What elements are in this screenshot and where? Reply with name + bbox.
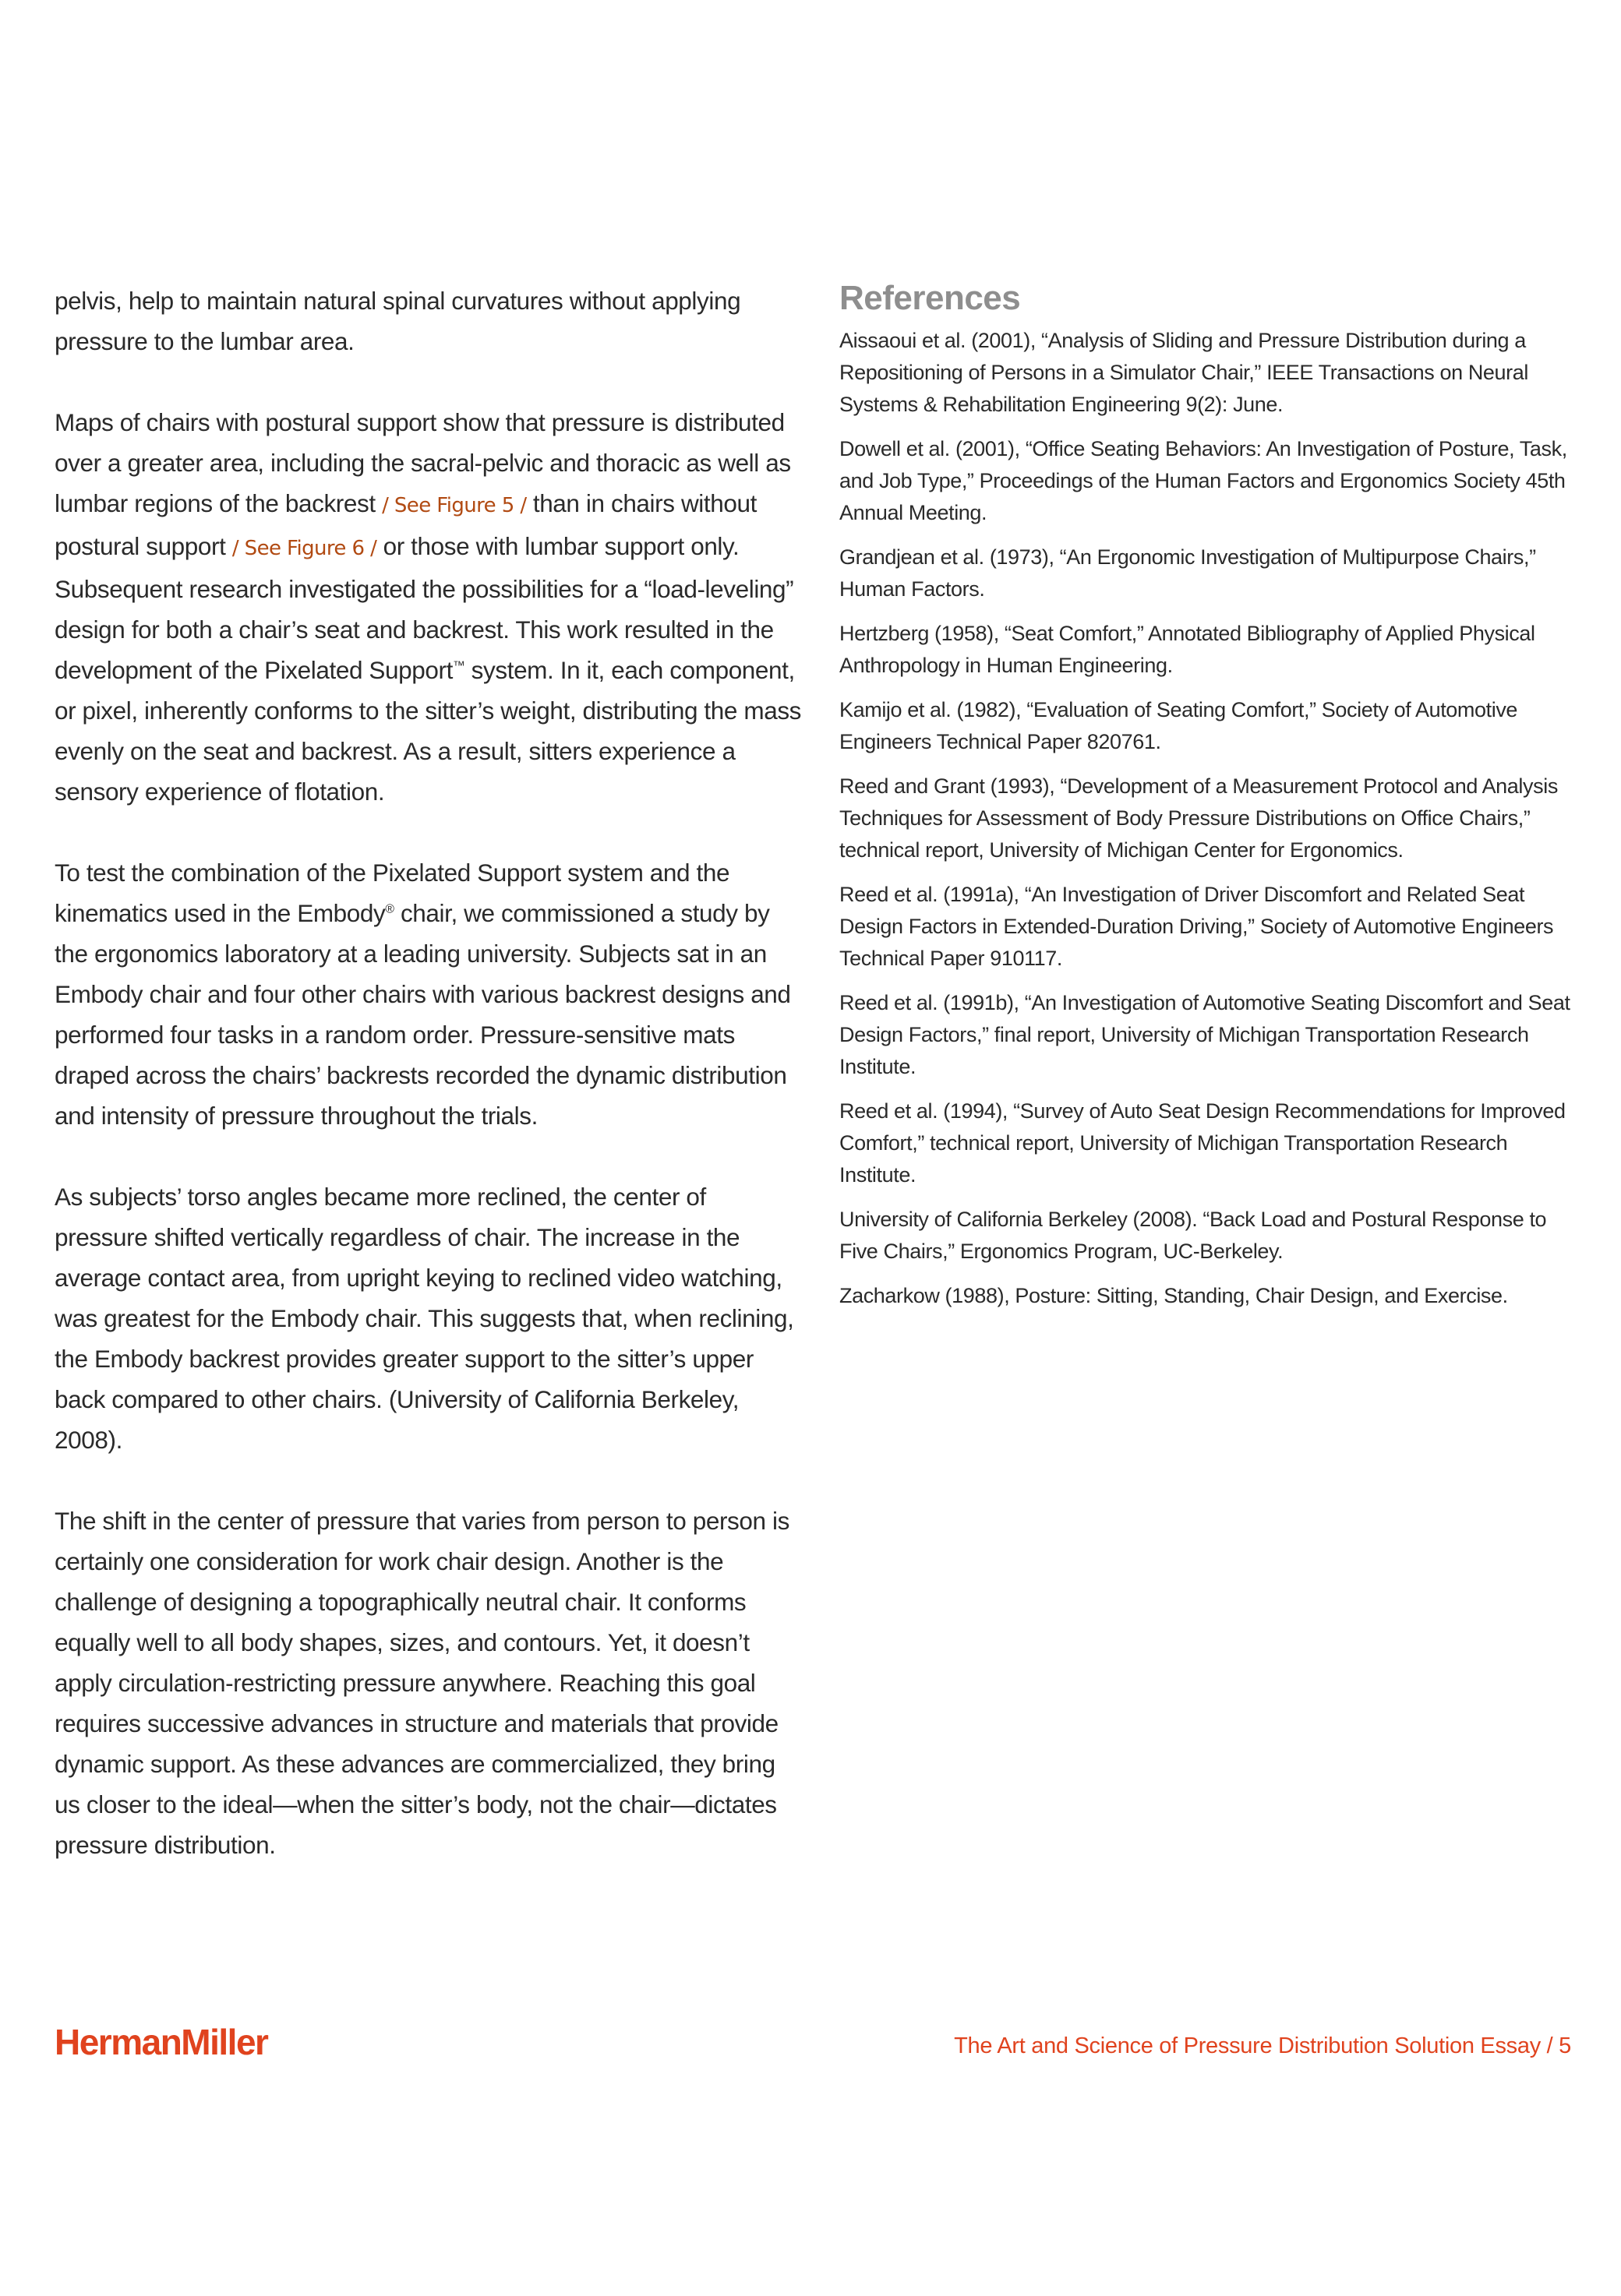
reference-item: Reed et al. (1991a), “An Investigation of Driver Discomfort and Related Seat Design Factors in Extended-Duration Driving,” Society of Automotive Engineers Technical Paper 910117. [839,883,1554,970]
registered-symbol: ® [385,902,394,916]
figure-5-reference[interactable]: / See Figure 5 / [382,494,527,517]
reference-item: Grandjean et al. (1973), “An Ergonomic Investigation of Multipurpose Chairs,” Human Factors. [839,545,1536,601]
reference-item: Reed and Grant (1993), “Development of a Measurement Protocol and Analysis Techniques for Assessment of Body Pressure Distributions on Office Chairs,” technical report, University of Michigan Center for Ergonomics. [839,774,1558,862]
paragraph-1: pelvis, help to maintain natural spinal curvatures without applying pressure to the lumbar area. [55,287,741,355]
body-column [55,280,803,1865]
paragraph-3-text-a: To test the combination of the Pixelated Support system and the kinematics used in the Embody [55,859,730,927]
reference-item: Dowell et al. (2001), “Office Seating Behaviors: An Investigation of Posture, Task, and Job Type,” Proceedings of the Human Factors and Ergonomics Society 45th Annual Meeting. [839,437,1567,524]
reference-item: Aissaoui et al. (2001), “Analysis of Sliding and Pressure Distribution during a Repositioning of Persons in a Simulator Chair,” IEEE Transactions on Neural Systems & Rehabilitation Engineering 9(2): June. [839,329,1528,416]
paragraph-3 [55,852,803,1136]
reference-item: Kamijo et al. (1982), “Evaluation of Seating Comfort,” Society of Automotive Engineers Technical Paper 820761. [839,698,1518,753]
paragraph-2-text-a: Maps of chairs with postural support show that pressure is distributed over a greater area, including the sacral-pelvic and thoracic as well as lumbar regions of the backrest [55,408,791,517]
reference-item: Hertzberg (1958), “Seat Comfort,” Annotated Bibliography of Applied Physical Anthropology in Human Engineering. [839,622,1535,677]
reference-item: University of California Berkeley (2008). “Back Load and Postural Response to Five Chairs,” Ergonomics Program, UC-Berkeley. [839,1208,1547,1263]
paragraph-4: As subjects’ torso angles became more reclined, the center of pressure shifted vertically regardless of chair. The increase in the average contact area, from upright keying to reclined video watching, was greatest for the Embody chair. This suggests that, when reclining, the Embody backrest provides greater support to the sitter’s upper back compared to other chairs. (University of California Berkeley, 2008). [55,1183,794,1454]
references-heading: References [839,279,1021,317]
references-column [839,277,1584,1324]
paragraph-3-text-b: chair, we commissioned a study by the ergonomics laboratory at a leading university. Subjects sat in an Embody chair and four other chairs with various backrest designs and performed four tasks in a random order. Pressure-sensitive mats draped across the chairs’ backrests recorded the dynamic distribution and intensity of pressure throughout the trials. [55,899,791,1130]
paragraph-5: The shift in the center of pressure that varies from person to person is certainly one consideration for work chair design. Another is the challenge of designing a topographically neutral chair. It conforms equally well to all body shapes, sizes, and contours. Yet, it doesn’t apply circulation-restricting pressure anywhere. Reaching this goal requires successive advances in structure and materials that provide dynamic support. As these advances are commercialized, they bring us closer to the ideal—when the sitter’s body, not the chair—dictates pressure distribution. [55,1507,789,1859]
reference-item: Reed et al. (1991b), “An Investigation of Automotive Seating Discomfort and Seat Design Factors,” final report, University of Michigan Transportation Research Institute. [839,991,1570,1078]
figure-6-reference[interactable]: / See Figure 6 / [231,537,377,560]
herman-miller-logo: HermanMiller [55,2022,268,2062]
paragraph-2-text-b: than in chairs without postural support [55,489,757,560]
paragraph-2-text-c: or those with lumbar support only. Subsequent research investigated the possibilities for a “load-leveling” design for both a chair’s seat and backrest. This work resulted in the development of the Pixelated Support [55,532,794,684]
reference-item: Reed et al. (1994), “Survey of Auto Seat Design Recommendations for Improved Comfort,” technical report, University of Michigan Transportation Research Institute. [839,1099,1566,1187]
references-list [839,325,1584,1312]
trademark-symbol: ™ [452,659,465,673]
paragraph-2-text-d: system. In it, each component, or pixel, inherently conforms to the sitter’s weight, distributing the mass evenly on the seat and backrest. As a result, sitters experience a sensory experience of flotation. [55,656,802,806]
footer-document-title: The Art and Science of Pressure Distribution Solution Essay / 5 [954,2033,1571,2058]
paragraph-2 [55,402,803,812]
reference-item: Zacharkow (1988), Posture: Sitting, Standing, Chair Design, and Exercise. [839,1284,1508,1307]
